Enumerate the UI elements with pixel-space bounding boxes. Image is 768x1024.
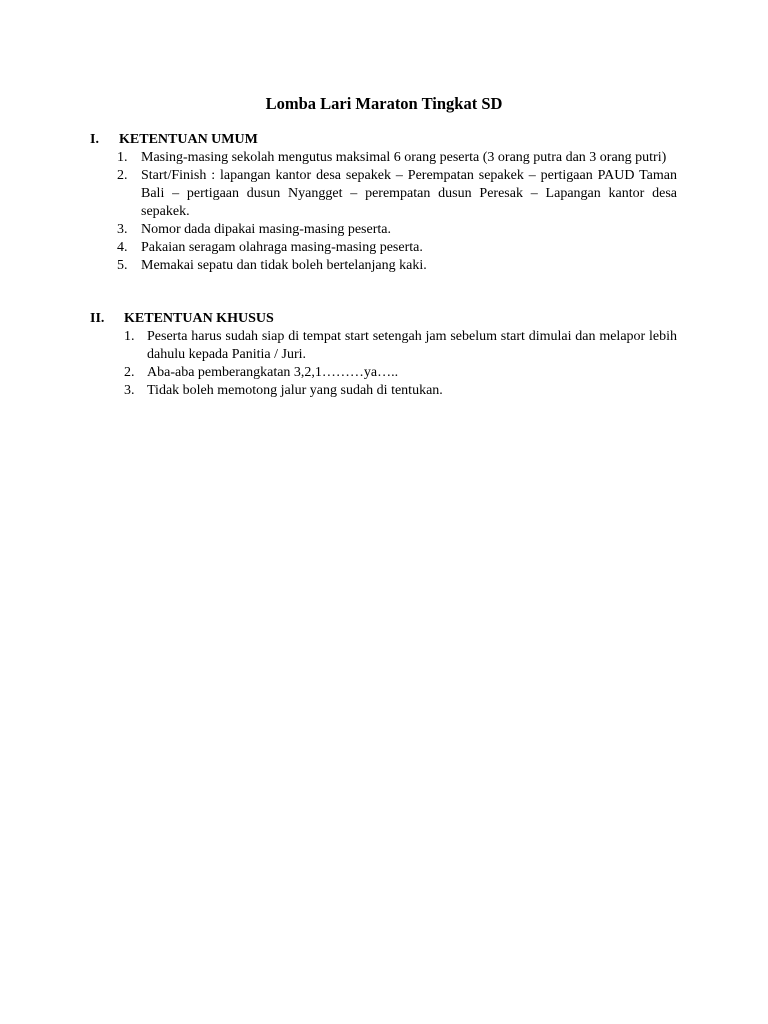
section-numeral: II. [90,311,105,326]
item-text: Peserta harus sudah siap di tempat start setengah jam sebelum start dimulai dan melapor lebih dahulu kepada Panitia / Juri. [147,329,677,362]
section-heading-text: KETENTUAN UMUM [119,132,258,147]
list-item [0,328,768,364]
item-text: Tidak boleh memotong jalur yang sudah di tentukan. [147,383,443,398]
item-number: 1. [117,150,128,165]
list-item [0,257,768,275]
item-number: 3. [117,222,128,237]
item-number: 4. [117,240,128,255]
section-heading-text: KETENTUAN KHUSUS [124,311,274,326]
list-item [0,364,768,382]
list-item [0,221,768,239]
numbered-list [0,328,768,400]
item-number: 2. [124,365,135,380]
list-item [0,149,768,167]
item-text: Aba-aba pemberangkatan 3,2,1………ya….. [147,365,399,380]
list-item [0,382,768,400]
document-title: Lomba Lari Maraton Tingkat SD [265,94,503,113]
item-text: Pakaian seragam olahraga masing-masing peserta. [141,240,423,255]
list-item [0,239,768,257]
item-number: 2. [117,168,128,183]
item-text: Masing-masing sekolah mengutus maksimal 6 orang peserta (3 orang putra dan 3 orang putri) [141,150,667,165]
item-number: 1. [124,329,135,344]
item-text: Memakai sepatu dan tidak boleh bertelanjang kaki. [141,258,427,273]
item-number: 3. [124,383,135,398]
item-text: Nomor dada dipakai masing-masing peserta. [141,222,391,237]
item-number: 5. [117,258,128,273]
numbered-list [0,149,768,275]
item-text: Start/Finish : lapangan kantor desa sepakek – Perempatan sepakek – pertigaan PAUD Taman Bali – pertigaan dusun Nyangget – perempatan dusun Peresak – Lapangan kantor desa sepakek. [141,168,677,219]
section-numeral: I. [90,132,99,147]
list-item [0,167,768,221]
